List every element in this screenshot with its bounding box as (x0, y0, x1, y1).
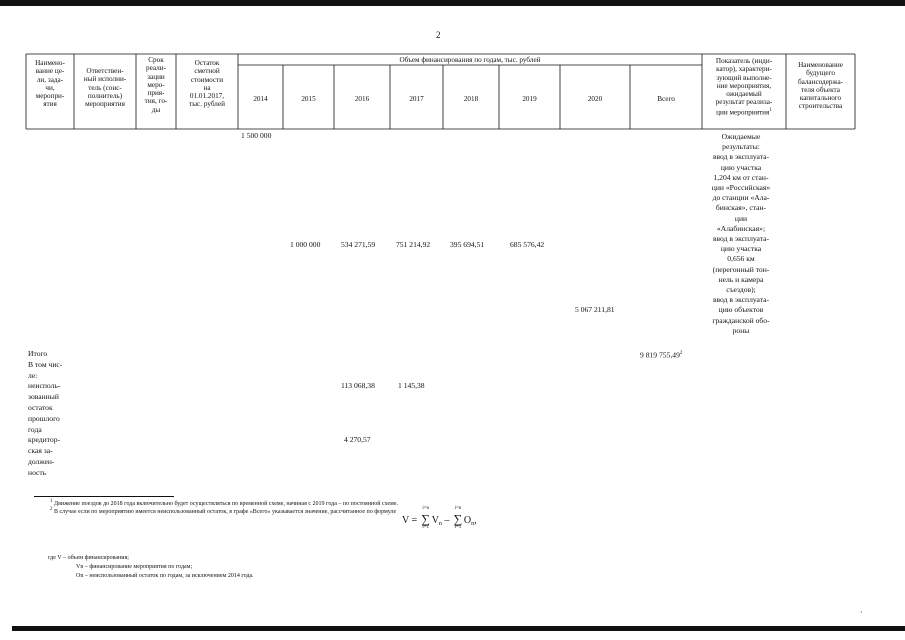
header-balance-holder: Наименование будущего балансодержа- теля объекта капитального строительства (797, 61, 844, 111)
formula-on-sub: n (471, 521, 475, 527)
value-2016: 534 271,59 (341, 240, 376, 249)
header-total: Всего (657, 95, 675, 103)
where-on: On – неиспользованный остаток по годам, за исключением 2014 года. (76, 573, 254, 579)
expected-results: Ожидаемые результаты: ввод в эксплуата- цию участка 1,204 км от стан- ции «Российская» до станции «Ала- бинская», стан- ции «Алабинская»; ввод в эксплуата- цию участка 0,656 км (перегонный тон- нель и камера съездов); ввод в эксплуата- цию объектов гражданской обо- роны (711, 132, 771, 335)
row-label: ская за- (28, 446, 53, 456)
row-label: остаток (28, 402, 53, 412)
value-2019: 685 576,42 (510, 240, 545, 249)
formula (402, 506, 477, 530)
formula-end: , (474, 515, 477, 526)
value-total-text: 9 819 755,49 (640, 350, 680, 360)
header-year-2019: 2019 (522, 95, 537, 103)
header-remainder: Остаток сметной стоимости на 01.01.2017, тыс. рублей (189, 59, 225, 109)
scan-speck: · (860, 608, 863, 617)
row-labels (28, 349, 74, 479)
header-year-2018: 2018 (463, 95, 479, 103)
where-vn: Vn – финансирование мероприятия по годам; (76, 564, 193, 570)
footnote-1-mark: 1 (50, 499, 53, 504)
bottom-border (12, 626, 905, 631)
sum-symbol-icon: ∑ i=n i=1 (421, 506, 430, 530)
value-total (640, 349, 682, 360)
value-unused-2016: 113 068,38 (341, 381, 375, 390)
header-name: Наимено- вание це- ли, зада- чи, меропри- ятия (35, 59, 65, 109)
row-label: ле: (28, 370, 38, 380)
value-2020: 5 067 211,81 (575, 305, 615, 314)
value-2015: 1 000 000 (290, 240, 321, 249)
header-financing: Объем финансирования по годам, тыс. рублей (399, 56, 541, 64)
row-label: зованный (28, 392, 59, 402)
row-label: прошлого (28, 413, 60, 423)
header-year-2016: 2016 (354, 95, 370, 103)
value-2014: 1 500 000 (241, 131, 272, 140)
footnote-2-text: В случае если по мероприятию имеется неиспользованный остаток, в графе «Всего» указывается значение, рассчитанное по формуле (54, 509, 397, 515)
header-year-2017: 2017 (409, 95, 424, 103)
header-term: Срок реали- зации меро- прия- тия, го- ды (144, 56, 168, 114)
footnote-1-text: Движение поездов до 2018 года включительно будет осуществляться по временной схеме, начиная с 2019 года – по постоянной схеме. (54, 501, 398, 507)
sum-upper-limit: i=n (422, 506, 430, 511)
where-v: где V – объем финансирования; (48, 555, 129, 561)
row-label: Итого (28, 349, 48, 358)
header-indicator-text: Показатель (инди- катор), характери- зующий выполне- ние мероприятия, ожидаемый результат реализа- ции мероприятия (715, 57, 773, 117)
footnote-2 (50, 506, 396, 516)
row-label: В том чис- (28, 359, 63, 369)
sum-lower-limit: i=1 (454, 525, 462, 530)
row-label: должен- (28, 456, 55, 466)
sum-upper-limit: i=n (454, 506, 462, 511)
sum-lower-limit: i=1 (422, 525, 430, 530)
formula-v: V = (402, 515, 418, 526)
value-total-footnote: 2 (679, 351, 683, 356)
header-year-2020: 2020 (587, 95, 603, 103)
page-number: 2 (436, 30, 441, 40)
formula-on: O (463, 515, 472, 526)
row-label: ность (28, 467, 47, 477)
formula-minus: – (444, 515, 450, 526)
header-indicator-footnote: 1 (769, 107, 772, 113)
formula-vn-sub: n (438, 521, 442, 527)
row-label: кредитор- (28, 435, 61, 445)
row-label: неисполь- (28, 381, 61, 391)
value-2018: 395 694,51 (450, 240, 485, 249)
header-year-2014: 2014 (253, 95, 268, 103)
value-2017: 751 214,92 (396, 240, 431, 249)
sum-symbol-icon: ∑ i=n i=1 (453, 506, 463, 530)
footnote-2-mark: 2 (50, 507, 53, 512)
header-indicator (702, 57, 786, 116)
header-responsible: Ответствен- ный исполни- тель (соис- полнитель) мероприятия (83, 67, 127, 109)
top-border (0, 0, 905, 6)
value-unused-2017: 1 145,38 (398, 381, 425, 390)
formula-vn: V (431, 515, 439, 526)
footnote-separator (34, 496, 174, 497)
value-credit-2016: 4 270,57 (344, 435, 371, 444)
header-year-2015: 2015 (301, 95, 316, 103)
row-label: года (28, 424, 42, 434)
